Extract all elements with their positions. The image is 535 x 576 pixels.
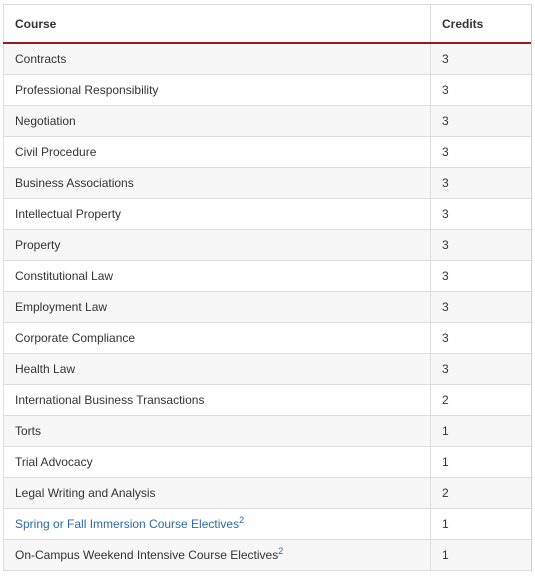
footnote-marker[interactable]: 2 bbox=[278, 546, 284, 556]
credits-cell: 1 bbox=[431, 447, 532, 478]
course-cell: Legal Writing and Analysis bbox=[4, 478, 431, 509]
course-cell bbox=[4, 540, 431, 571]
scroll-edge-divider bbox=[531, 4, 532, 572]
credits-cell: 2 bbox=[431, 478, 532, 509]
table-row bbox=[4, 168, 532, 199]
table-row bbox=[4, 137, 532, 168]
table-row bbox=[4, 261, 532, 292]
course-credits-table-container bbox=[3, 4, 531, 571]
credits-cell: 2 bbox=[431, 385, 532, 416]
credits-cell: 3 bbox=[431, 261, 532, 292]
weekend-intensive-electives-label: On-Campus Weekend Intensive Course Electives bbox=[15, 548, 279, 562]
table-row bbox=[4, 447, 532, 478]
course-credits-table bbox=[3, 4, 532, 571]
table-body bbox=[4, 43, 532, 571]
footnote-marker[interactable]: 2 bbox=[239, 515, 245, 525]
table-row bbox=[4, 199, 532, 230]
credits-cell: 3 bbox=[431, 137, 532, 168]
credits-cell: 3 bbox=[431, 292, 532, 323]
table-row bbox=[4, 354, 532, 385]
course-cell: Health Law bbox=[4, 354, 431, 385]
course-cell: Contracts bbox=[4, 43, 431, 75]
table-row bbox=[4, 540, 532, 571]
course-cell bbox=[4, 509, 431, 540]
course-cell: Business Associations bbox=[4, 168, 431, 199]
credits-cell: 3 bbox=[431, 43, 532, 75]
course-cell: Professional Responsibility bbox=[4, 75, 431, 106]
table-header-row bbox=[4, 5, 532, 44]
course-cell: Negotiation bbox=[4, 106, 431, 137]
table-header bbox=[4, 5, 532, 44]
table-row bbox=[4, 230, 532, 261]
credits-cell: 3 bbox=[431, 106, 532, 137]
table-row bbox=[4, 385, 532, 416]
table-row bbox=[4, 478, 532, 509]
immersion-electives-link[interactable]: Spring or Fall Immersion Course Electives bbox=[15, 517, 240, 531]
course-cell: Employment Law bbox=[4, 292, 431, 323]
course-cell: Torts bbox=[4, 416, 431, 447]
column-header-credits: Credits bbox=[431, 5, 532, 44]
course-cell: Constitutional Law bbox=[4, 261, 431, 292]
table-row bbox=[4, 75, 532, 106]
table-row bbox=[4, 509, 532, 540]
credits-cell: 3 bbox=[431, 323, 532, 354]
table-row bbox=[4, 106, 532, 137]
credits-cell: 3 bbox=[431, 354, 532, 385]
credits-cell: 3 bbox=[431, 168, 532, 199]
course-cell: Civil Procedure bbox=[4, 137, 431, 168]
credits-cell: 1 bbox=[431, 416, 532, 447]
table-row bbox=[4, 292, 532, 323]
credits-cell: 3 bbox=[431, 75, 532, 106]
column-header-course: Course bbox=[4, 5, 431, 44]
course-cell: Corporate Compliance bbox=[4, 323, 431, 354]
credits-cell: 1 bbox=[431, 509, 532, 540]
table-row bbox=[4, 43, 532, 75]
credits-cell: 3 bbox=[431, 199, 532, 230]
table-row bbox=[4, 416, 532, 447]
credits-cell: 1 bbox=[431, 540, 532, 571]
table-row bbox=[4, 323, 532, 354]
course-cell: International Business Transactions bbox=[4, 385, 431, 416]
course-cell: Intellectual Property bbox=[4, 199, 431, 230]
course-cell: Trial Advocacy bbox=[4, 447, 431, 478]
course-cell: Property bbox=[4, 230, 431, 261]
credits-cell: 3 bbox=[431, 230, 532, 261]
